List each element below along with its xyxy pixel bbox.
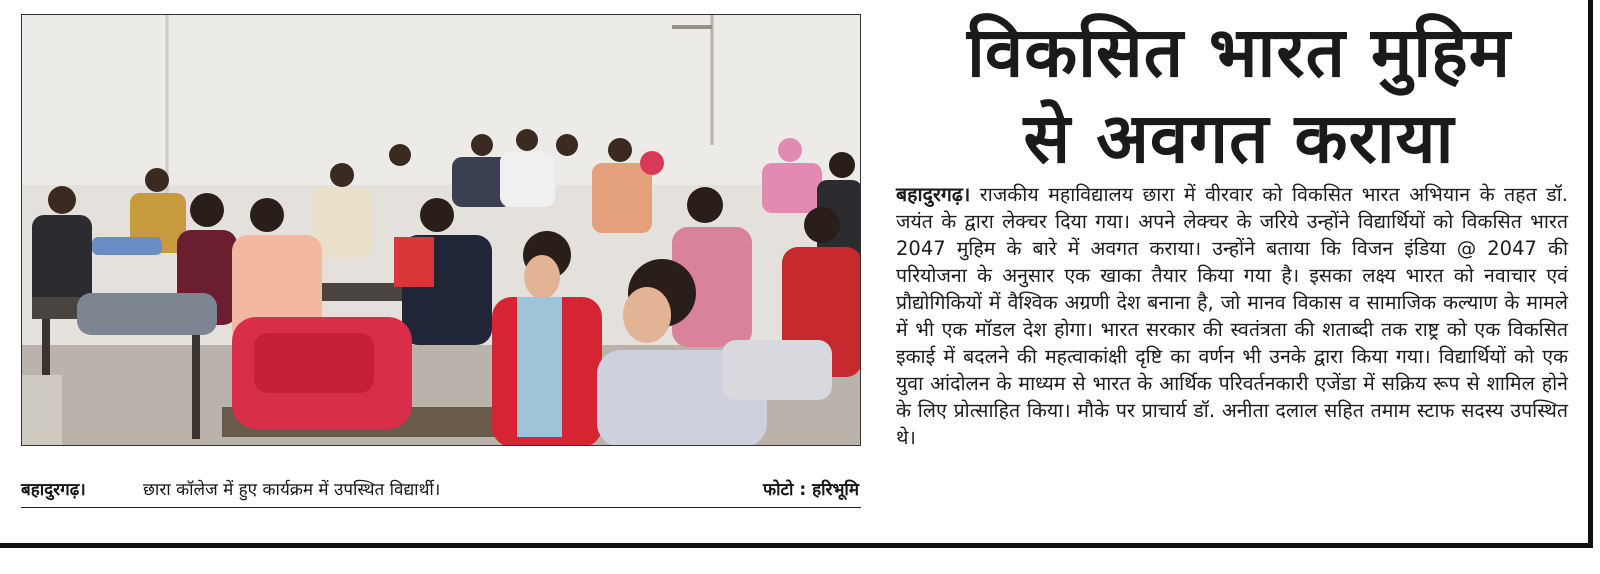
headline [894,10,1584,182]
headline-line-2: से अवगत कराया [1023,99,1455,179]
photo-caption [21,467,861,508]
caption-place: बहादुरगढ़। [21,480,86,500]
classroom-photo [21,14,861,446]
dateline: बहादुरगढ़। [896,183,971,206]
photo-credit: फोटो : हरिभूमि [762,480,859,500]
headline-line-1: विकसित भारत मुहिम [966,13,1512,93]
classroom-photo-illustration [22,15,861,446]
article-body [896,181,1568,451]
article-text: राजकीय महाविद्यालय छारा में वीरवार को विकसित भारत अभियान के तहत डॉ. जयंत के द्वारा लेक्चर दिया गया। अपने लेक्चर के जरिये उन्होंने विद्यार्थियों को विकसित भारत 2047 मुहिम के बारे में अवगत कराया। उन्होंने बताया कि विजन इंडिया @ 2047 की परियोजना के अनुसार एक खाका तैयार किया गया है। इसका लक्ष्य भारत को नवाचार एवं प्रौद्योगिकियों में वैश्विक अग्रणी देश बनाना है, जो मानव विकास व सामाजिक कल्याण के मामले में भी एक मॉडल देश होगा। भारत सरकार की स्वतंत्रता की शताब्दी तक राष्ट्र को एक विकसित इकाई में बदलने की महत्वाकांक्षी दृष्टि का वर्णन भी उनके द्वारा किया गया। विद्यार्थियों को एक युवा आंदोलन के माध्यम से भारत के आर्थिक परिवर्तनकारी एजेंडा में सक्रिय रूप से शामिल होने के लिए प्रोत्साहित किया। मौके पर प्राचार्य डॉ. अनीता दलाल सहित तमाम स्टाफ सदस्य उपस्थित थे। [896,183,1568,449]
caption-text: छारा कॉलेज में हुए कार्यक्रम में उपस्थित विद्यार्थी। [143,480,441,500]
